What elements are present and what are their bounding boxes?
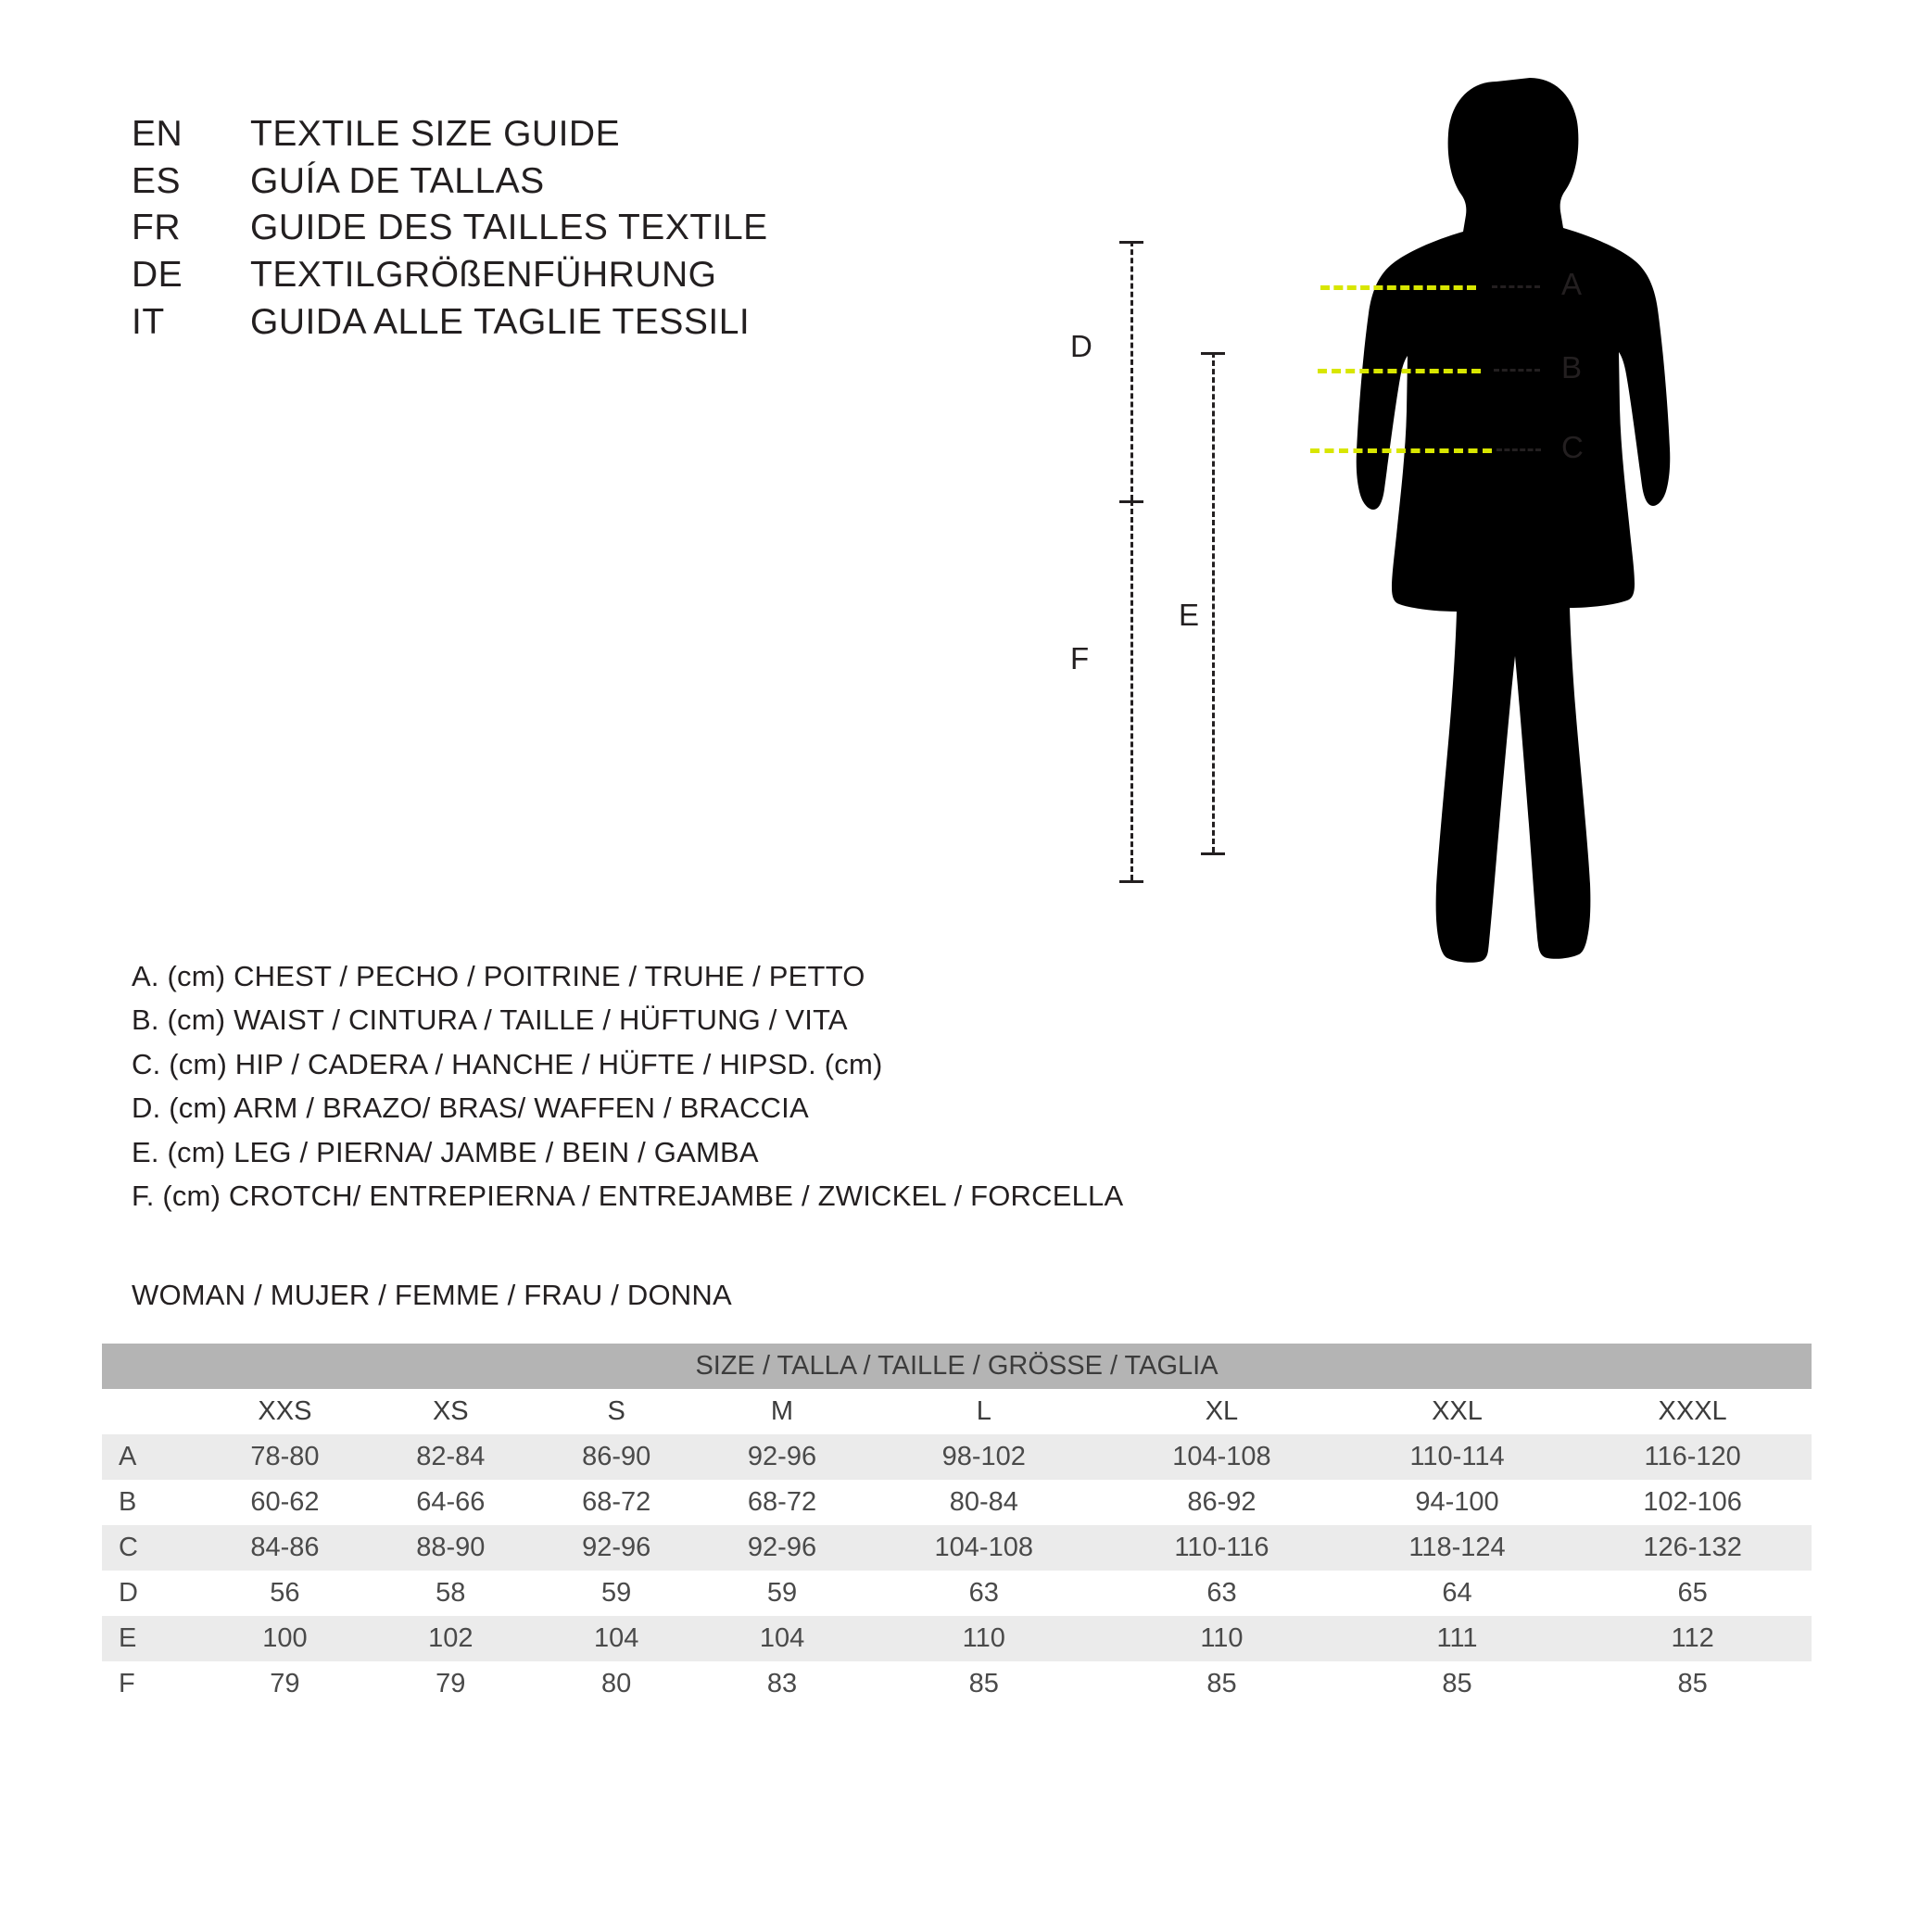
table-cell: 104-108 bbox=[1103, 1434, 1341, 1480]
title-row bbox=[132, 299, 966, 347]
language-title-block bbox=[132, 111, 966, 346]
table-cell: 92-96 bbox=[534, 1525, 700, 1571]
marker-label-B: B bbox=[1561, 350, 1583, 385]
table-row bbox=[102, 1480, 1812, 1525]
crotch-measure-tick-bottom bbox=[1119, 880, 1143, 883]
table-cell: 56 bbox=[202, 1571, 368, 1616]
table-cell: 92-96 bbox=[700, 1434, 865, 1480]
size-header-cell: XL bbox=[1103, 1389, 1341, 1434]
size-header-cell: XXS bbox=[202, 1389, 368, 1434]
legend-item: B. (cm) WAIST / CINTURA / TAILLE / HÜFTUNG / VITA bbox=[132, 1003, 848, 1037]
leg-measure-tick-top bbox=[1201, 352, 1225, 355]
table-cell: 64-66 bbox=[368, 1480, 534, 1525]
table-cell: 86-92 bbox=[1103, 1480, 1341, 1525]
table-cell: 65 bbox=[1573, 1571, 1812, 1616]
table-row bbox=[102, 1434, 1812, 1480]
table-cell: 102-106 bbox=[1573, 1480, 1812, 1525]
marker-label-E: E bbox=[1179, 598, 1200, 632]
gender-caption: WOMAN / MUJER / FEMME / FRAU / DONNA bbox=[132, 1279, 732, 1311]
table-cell: 59 bbox=[700, 1571, 865, 1616]
waist-measure-line bbox=[1318, 369, 1481, 373]
marker-label-D: D bbox=[1070, 329, 1092, 363]
row-label: D bbox=[102, 1571, 202, 1616]
table-cell: 112 bbox=[1573, 1616, 1812, 1661]
table-cell: 79 bbox=[202, 1661, 368, 1707]
table-cell: 111 bbox=[1341, 1616, 1573, 1661]
table-cell: 104-108 bbox=[865, 1525, 1103, 1571]
title-row bbox=[132, 111, 966, 158]
table-cell: 64 bbox=[1341, 1571, 1573, 1616]
language-title: TEXTILGRÖßENFÜHRUNG bbox=[250, 255, 717, 296]
leg-measure-line bbox=[1212, 352, 1215, 852]
language-title: GUÍA DE TALLAS bbox=[250, 160, 545, 201]
language-title: TEXTILE SIZE GUIDE bbox=[250, 114, 621, 154]
marker-label-F: F bbox=[1070, 641, 1090, 675]
marker-label-C: C bbox=[1561, 430, 1584, 464]
hip-measure-line bbox=[1310, 448, 1492, 453]
table-row bbox=[102, 1661, 1812, 1707]
table-cell: 110-114 bbox=[1341, 1434, 1573, 1480]
size-header-cell: S bbox=[534, 1389, 700, 1434]
legend-item: E. (cm) LEG / PIERNA/ JAMBE / BEIN / GAMBA bbox=[132, 1135, 759, 1168]
size-table bbox=[102, 1344, 1812, 1707]
table-cell: 104 bbox=[534, 1616, 700, 1661]
legend-item: F. (cm) CROTCH/ ENTREPIERNA / ENTREJAMBE / ZWICKEL / FORCELLA bbox=[132, 1180, 1124, 1213]
legend-item: A. (cm) CHEST / PECHO / POITRINE / TRUHE / PETTO bbox=[132, 960, 865, 992]
table-cell: 104 bbox=[700, 1616, 865, 1661]
table-header-label: SIZE / TALLA / TAILLE / GRÖSSE / TAGLIA bbox=[102, 1344, 1812, 1389]
table-cell: 68-72 bbox=[534, 1480, 700, 1525]
arm-measure-line bbox=[1130, 241, 1133, 500]
table-cell: 60-62 bbox=[202, 1480, 368, 1525]
measurement-legend bbox=[132, 954, 1197, 1218]
table-row bbox=[102, 1525, 1812, 1571]
table-cell: 79 bbox=[368, 1661, 534, 1707]
table-cell: 80 bbox=[534, 1661, 700, 1707]
table-cell: 63 bbox=[865, 1571, 1103, 1616]
table-cell: 82-84 bbox=[368, 1434, 534, 1480]
legend-item: D. (cm) ARM / BRAZO/ BRAS/ WAFFEN / BRACCIA bbox=[132, 1092, 809, 1125]
table-cell: 116-120 bbox=[1573, 1434, 1812, 1480]
table-cell: 68-72 bbox=[700, 1480, 865, 1525]
row-label: F bbox=[102, 1661, 202, 1707]
table-cell: 83 bbox=[700, 1661, 865, 1707]
table-row bbox=[102, 1616, 1812, 1661]
table-cell: 110 bbox=[1103, 1616, 1341, 1661]
female-silhouette-icon bbox=[1307, 74, 1696, 1167]
marker-label-A: A bbox=[1561, 267, 1583, 301]
title-row bbox=[132, 252, 966, 299]
chest-measure-line bbox=[1320, 285, 1476, 290]
table-cell: 58 bbox=[368, 1571, 534, 1616]
table-header-row bbox=[102, 1344, 1812, 1389]
table-cell: 88-90 bbox=[368, 1525, 534, 1571]
measurement-diagram bbox=[1070, 74, 1863, 1205]
language-title: GUIDE DES TAILLES TEXTILE bbox=[250, 208, 768, 248]
table-cell: 86-90 bbox=[534, 1434, 700, 1480]
title-row bbox=[132, 158, 966, 206]
language-code: IT bbox=[132, 301, 165, 342]
leg-measure-tick-bottom bbox=[1201, 852, 1225, 855]
size-header-cell: M bbox=[700, 1389, 865, 1434]
chest-leader-line bbox=[1492, 285, 1540, 288]
table-cell: 59 bbox=[534, 1571, 700, 1616]
row-label: C bbox=[102, 1525, 202, 1571]
table-sizes-row bbox=[102, 1389, 1812, 1434]
table-cell: 92-96 bbox=[700, 1525, 865, 1571]
table-cell: 85 bbox=[1103, 1661, 1341, 1707]
table-cell: 94-100 bbox=[1341, 1480, 1573, 1525]
row-label: A bbox=[102, 1434, 202, 1480]
table-cell: 110-116 bbox=[1103, 1525, 1341, 1571]
language-title: GUIDA ALLE TAGLIE TESSILI bbox=[250, 301, 751, 342]
table-cell: 85 bbox=[865, 1661, 1103, 1707]
size-header-cell: XXXL bbox=[1573, 1389, 1812, 1434]
table-cell: 100 bbox=[202, 1616, 368, 1661]
table-cell: 126-132 bbox=[1573, 1525, 1812, 1571]
table-cell: 78-80 bbox=[202, 1434, 368, 1480]
row-label: E bbox=[102, 1616, 202, 1661]
table-cell: 84-86 bbox=[202, 1525, 368, 1571]
table-cell: 80-84 bbox=[865, 1480, 1103, 1525]
table-cell: 110 bbox=[865, 1616, 1103, 1661]
language-code: FR bbox=[132, 208, 181, 248]
language-code: EN bbox=[132, 114, 183, 154]
size-header-cell: L bbox=[865, 1389, 1103, 1434]
arm-measure-tick-top bbox=[1119, 241, 1143, 244]
language-code: ES bbox=[132, 160, 182, 201]
table-cell: 85 bbox=[1573, 1661, 1812, 1707]
table-cell: 85 bbox=[1341, 1661, 1573, 1707]
table-cell: 63 bbox=[1103, 1571, 1341, 1616]
table-corner-cell bbox=[102, 1389, 202, 1434]
table-cell: 98-102 bbox=[865, 1434, 1103, 1480]
table-cell: 118-124 bbox=[1341, 1525, 1573, 1571]
crotch-measure-line bbox=[1130, 500, 1133, 880]
row-label: B bbox=[102, 1480, 202, 1525]
language-code: DE bbox=[132, 255, 183, 296]
size-header-cell: XXL bbox=[1341, 1389, 1573, 1434]
table-row bbox=[102, 1571, 1812, 1616]
table-cell: 102 bbox=[368, 1616, 534, 1661]
legend-item: C. (cm) HIP / CADERA / HANCHE / HÜFTE / HIPSD. (cm) bbox=[132, 1047, 883, 1080]
waist-leader-line bbox=[1494, 369, 1540, 372]
title-row bbox=[132, 205, 966, 252]
size-header-cell: XS bbox=[368, 1389, 534, 1434]
hip-leader-line bbox=[1496, 448, 1541, 451]
